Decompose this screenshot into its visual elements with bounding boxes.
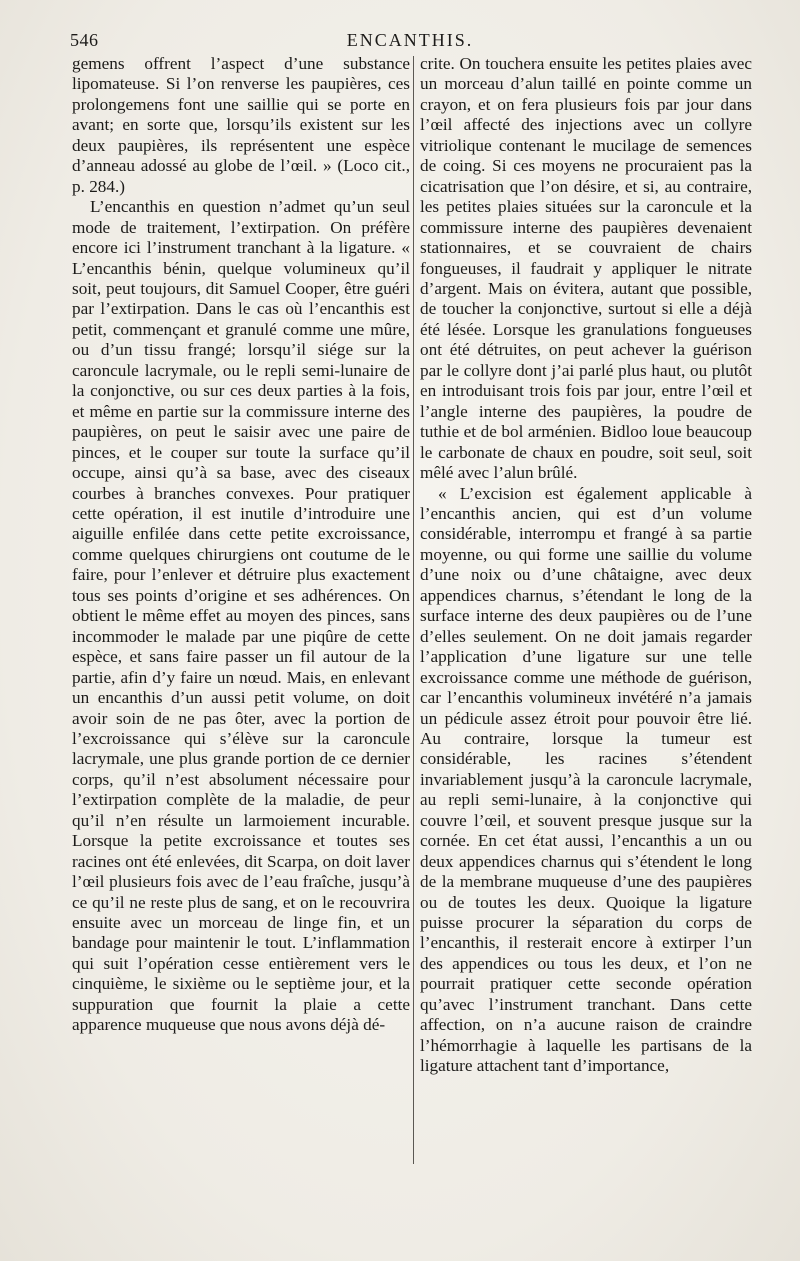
left-paragraph-1: gemens offrent l’aspect d’une substance lipomateuse. Si l’on renverse les paupières, ces prolongemens font une saillie qui se porte en avant; en sorte que, lorsqu’ils existent sur les deux paupières, ils représentent une espèce d’anneau adossé au globe de l’œil. » (Loco cit., p. 284.) <box>72 54 410 196</box>
right-column <box>420 54 752 1077</box>
right-paragraph-2: « L’excision est également applicable à l’encanthis ancien, qui est d’un volume considérable, interrompu et frangé à sa partie moyenne, ou qui forme une saillie du volume d’une noix ou d’une châtaigne, avec deux appendices charnus, s’étendant le long de la surface interne des deux paupières ou de l’une d’elles seulement. On ne doit jamais regarder l’application d’une ligature sur une telle excroissance comme une méthode de guérison, car l’encanthis volumineux invétéré n’a jamais un pédicule assez étroit pour pouvoir être lié. Au contraire, lorsque la tumeur est considérable, les racines s’étendent invariablement jusqu’à la caroncule lacrymale, au repli semi-lunaire, à la conjonctive qui couvre l’œil, et souvent presque jusque sur la cornée. En cet état aussi, l’encanthis a un ou deux appendices charnus qui s’étendent le long de la membrane muqueuse d’une des paupières ou de toutes les deux. Quoique la ligature puisse procurer la séparation du corps de l’encanthis, il resterait encore à extirper l’un des appendices ou tous les deux, et l’on ne pourrait pratiquer cette seconde opération qu’avec l’instrument tranchant. Dans cette affection, on n’a aucune raison de craindre l’hémorrhagie à laquelle les partisans de la ligature attachent tant d’importance, <box>420 483 752 1076</box>
left-paragraph-2: L’encanthis en question n’admet qu’un seul mode de traitement, l’extirpation. On préfère encore ici l’instrument tranchant à la ligature. « L’encanthis bénin, quelque volumineux qu’il soit, peut toujours, dit Samuel Cooper, être guéri par l’extirpation. Dans le cas où l’encanthis est petit, commençant et granulé comme une mûre, ou d’un tissu frangé; lorsqu’il siége sur la caroncule lacrymale, ou le repli semi-lunaire de la conjonctive, ou sur ces deux parties à la fois, et même en partie sur la commissure interne des paupières, on peut le saisir avec une paire de pinces, et le couper sur toute la surface qu’il occupe, ainsi qu’à sa base, avec des ciseaux courbes à branches convexes. Pour pratiquer cette opération, il est inutile d’introduire une aiguille enfilée dans cette petite excroissance, comme quelques chirurgiens ont coutume de le faire, pour l’enlever et détruire plus exactement tous ses points d’origine et ses adhérences. On obtient le même effet au moyen des pinces, sans incommoder le malade par une piqûre de cette espèce, et sans faire passer un fil autour de la partie, afin d’y faire un nœud. Mais, en enlevant un encanthis d’un aussi petit volume, on doit avoir soin de ne pas ôter, avec la portion de l’excroissance qui s’élève sur la caroncule lacrymale, une plus grande portion de ce dernier corps, qu’il n’est absolument nécessaire pour l’extirpation complète de la maladie, de peur qu’il n’en résulte un larmoiement incurable. Lorsque la petite excroissance et toutes ses racines ont été enlevées, dit Scarpa, on doit laver l’œil plusieurs fois avec de l’eau fraîche, jusqu’à ce qu’il ne reste plus de sang, et on le recouvrira ensuite avec un morceau de linge fin, et un bandage pour maintenir le tout. L’inflammation qui suit l’opération cesse entièrement vers le cinquième, le sixième ou le septième jour, et la suppuration que fournit la plaie a cette apparence muqueuse que nous avons déjà dé- <box>72 197 410 1035</box>
right-paragraph-1: crite. On touchera ensuite les petites plaies avec un morceau d’alun taillé en pointe comme un crayon, et on fera plusieurs fois par jour dans l’œil affecté des injections avec un collyre vitriolique contenant le mucilage de semences de coing. Si ces moyens ne procuraient pas la cicatrisation que l’on désire, et si, au contraire, les petites plaies situées sur la caroncule et la commissure interne des paupières devenaient stationnaires, et se couvraient de chairs fongueuses, il faudrait y appliquer le nitrate d’argent. Mais on évitera, autant que possible, de toucher la conjonctive, surtout si elle a déjà été lésée. Lorsque les granulations fongueuses ont été détruites, on peut achever la guérison par le collyre dont j’ai parlé plus haut, ou plutôt en introduisant trois fois par jour, entre l’œil et l’angle interne des paupières, la poudre de tuthie et de bol arménien. Bidloo loue beaucoup le carbonate de chaux en poudre, soit seul, soit mêlé avec l’alun brûlé. <box>420 54 752 483</box>
running-title: ENCANTHIS. <box>346 30 474 50</box>
left-column <box>72 54 410 1036</box>
page-header <box>70 30 750 54</box>
column-divider <box>413 56 414 1164</box>
page-number: 546 <box>70 30 99 50</box>
